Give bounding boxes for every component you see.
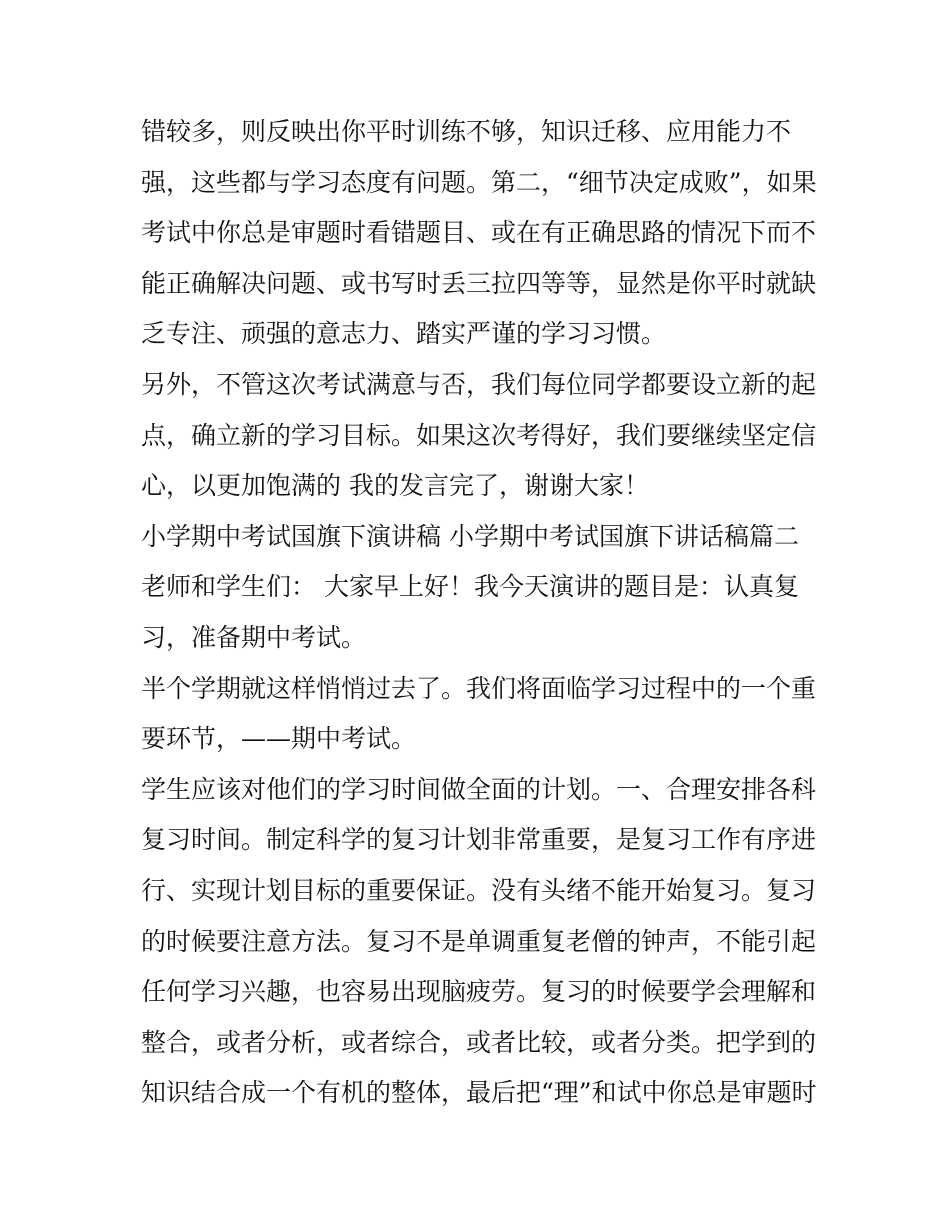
text-line: 任何学习兴趣，也容易出现脑疲劳。复习的时候要学会理解和 <box>141 977 817 1007</box>
text-line: 错较多，则反映出你平时训练不够，知识迁移、应用能力不 <box>141 117 792 146</box>
text-line: 习，准备期中考试。 <box>141 622 367 652</box>
text-line: 老师和学生们： 大家早上好！我今天演讲的题目是：认真复 <box>141 572 799 602</box>
text-line: 整合，或者分析，或者综合，或者比较，或者分类。把学到的 <box>141 1027 817 1057</box>
text-line: 另外，不管这次考试满意与否，我们每位同学都要设立新的起 <box>141 369 817 399</box>
text-line: 行、实现计划目标的重要保证。没有头绪不能开始复习。复习 <box>141 875 817 905</box>
text-line: 的时候要注意方法。复习不是单调重复老僧的钟声，不能引起 <box>141 926 817 956</box>
text-line: 点，确立新的学习目标。如果这次考得好，我们要继续坚定信 <box>141 420 817 450</box>
body-text <box>141 107 821 1119</box>
text-line: 复习时间。制定科学的复习计划非常重要，是复习工作有序进 <box>141 825 817 855</box>
text-line: 强，这些都与学习态度有问题。第二，“细节决定成败”，如果 <box>141 167 817 197</box>
text-line: 乏专注、顽强的意志力、踏实严谨的学习习惯。 <box>141 319 667 349</box>
text-line: 考试中你总是审题时看错题目、或在有正确思路的情况下而不 <box>141 218 817 248</box>
text-line: 半个学期就这样悄悄过去了。我们将面临学习过程中的一个重 <box>141 673 817 703</box>
text-line: 学生应该对他们的学习时间做全面的计划。一、合理安排各科 <box>141 774 817 804</box>
text-line: 要环节，——期中考试。 <box>141 724 417 754</box>
text-line: 知识结合成一个有机的整体，最后把“理”和试中你总是审题时 <box>141 1078 817 1108</box>
text-line: 心，以更加饱满的 我的发言完了，谢谢大家！ <box>141 471 649 501</box>
text-line: 小学期中考试国旗下演讲稿 小学期中考试国旗下讲话稿篇二 <box>141 521 799 551</box>
text-line: 能正确解决问题、或书写时丢三拉四等等，显然是你平时就缺 <box>141 268 817 298</box>
